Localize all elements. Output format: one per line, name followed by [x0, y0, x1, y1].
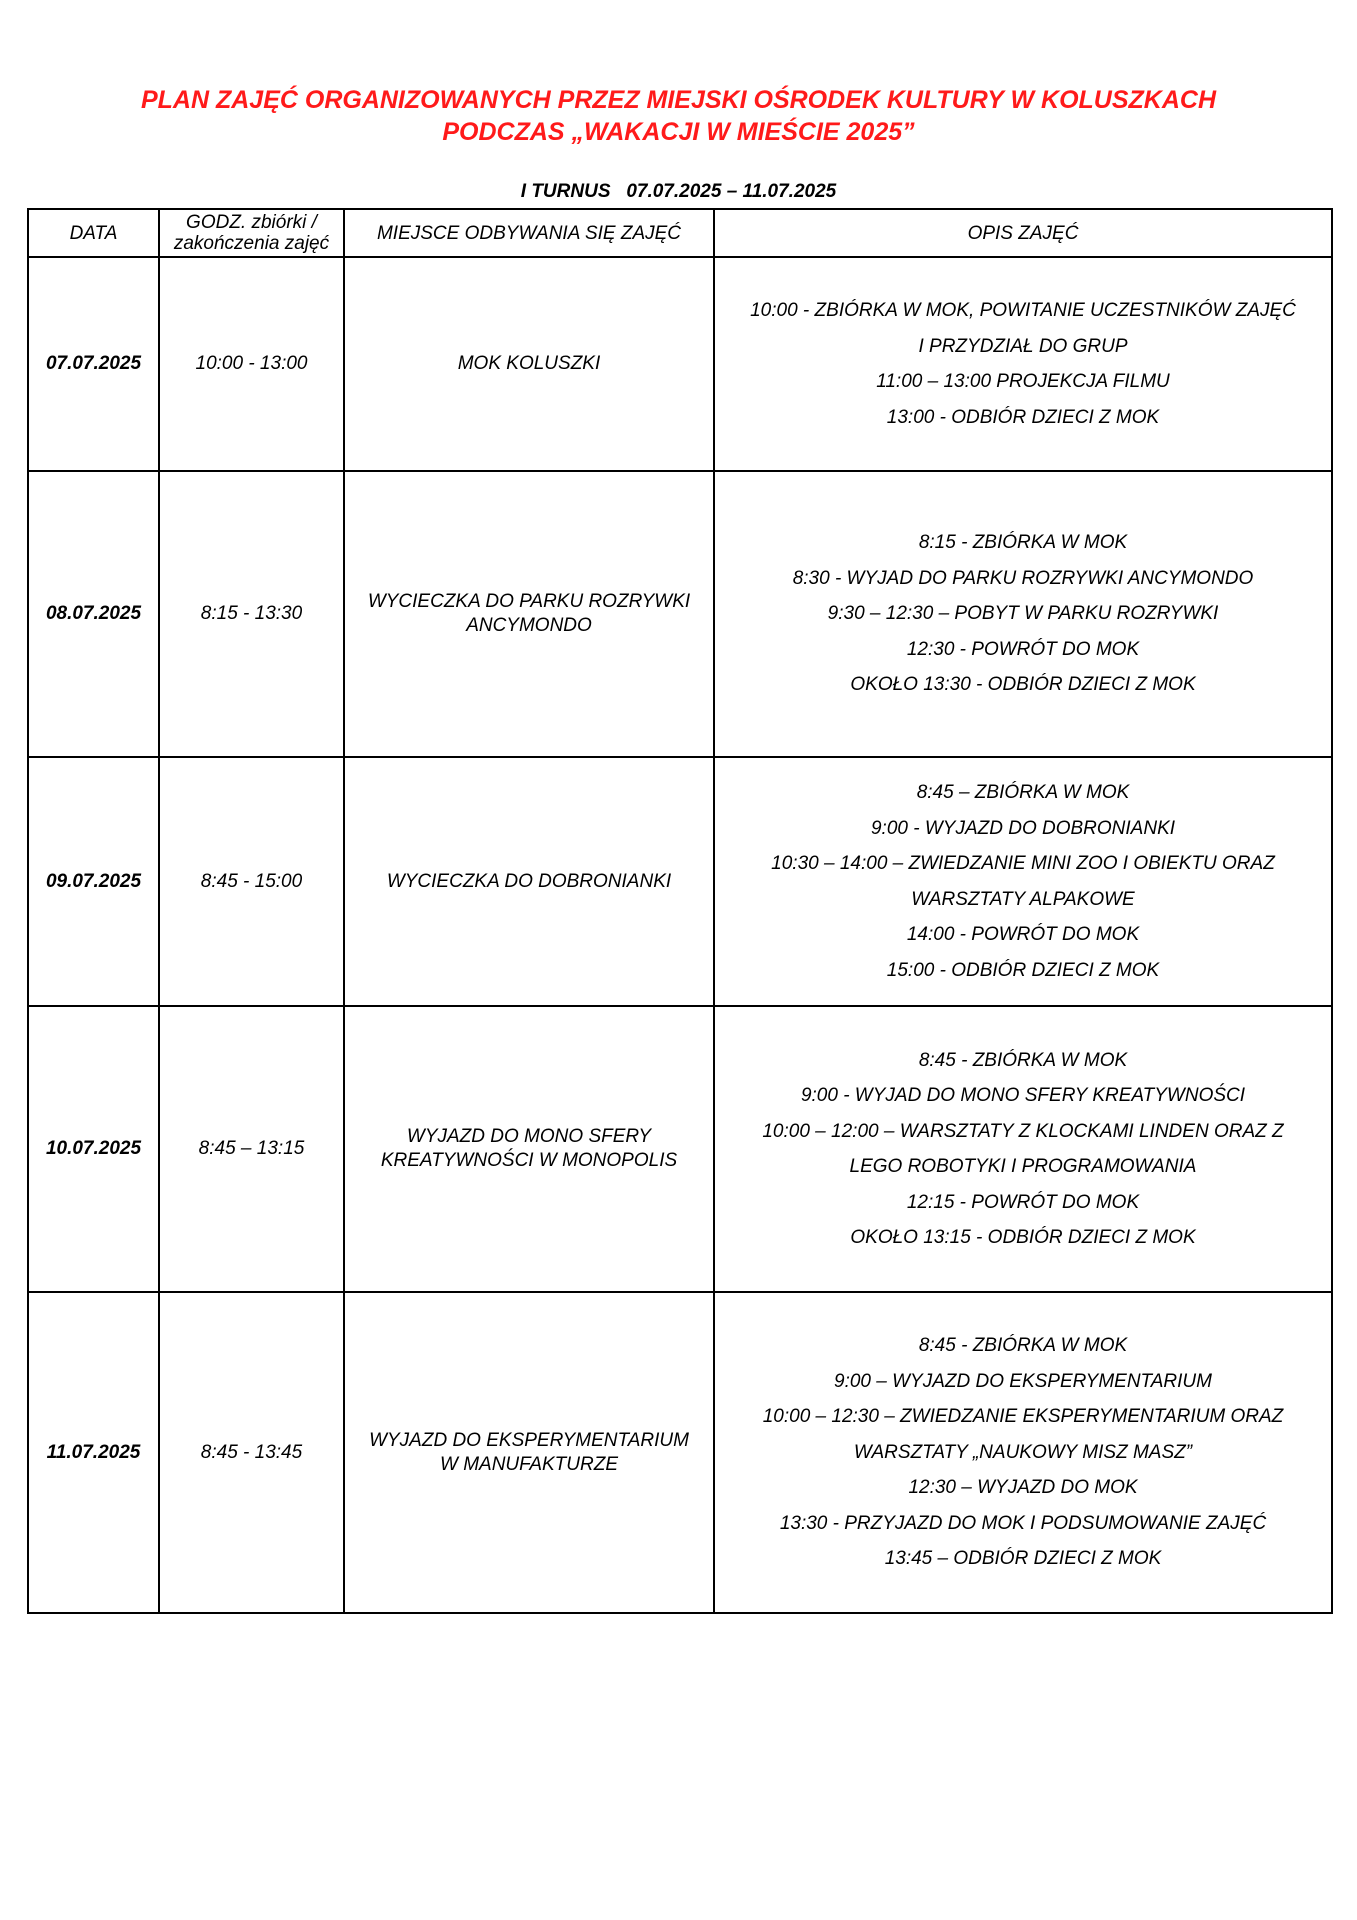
table-row — [28, 471, 1332, 757]
place-line: WYJAZD DO EKSPERYMENTARIUM — [369, 1429, 689, 1451]
place-line: W MANUFAKTURZE — [439, 1453, 619, 1475]
description-line: 13:30 - PRZYJAZD DO MOK I PODSUMOWANIE ZAJĘĆ — [779, 1512, 1267, 1534]
table-row — [28, 257, 1332, 471]
place-cell — [344, 1006, 714, 1292]
place-line: WYCIECZKA DO DOBRONIANKI — [386, 870, 672, 892]
date-cell: 07.07.2025 — [28, 257, 159, 471]
time-cell: 8:45 – 13:15 — [159, 1006, 344, 1292]
place-line: WYJAZD DO MONO SFERY — [406, 1126, 652, 1147]
time-cell: 10:00 - 13:00 — [159, 257, 344, 471]
description-cell — [714, 1006, 1332, 1292]
place-cell — [344, 757, 714, 1006]
description-cell — [714, 1292, 1332, 1613]
turnus-heading: I TURNUS 07.07.2025 – 11.07.2025 — [520, 181, 837, 202]
description-cell — [714, 757, 1332, 1006]
description-cell — [714, 257, 1332, 471]
description-line: 10:30 – 14:00 – ZWIEDZANIE MINI ZOO I OBIEKTU ORAZ — [771, 853, 1275, 874]
description-line: I PRZYDZIAŁ DO GRUP — [918, 335, 1128, 357]
description-line: 12:30 – WYJAZD DO MOK — [908, 1477, 1138, 1499]
header-time-line-2: zakończenia zajęć — [173, 233, 330, 254]
description-line: 9:00 - WYJAZD DO DOBRONIANKI — [870, 817, 1176, 839]
header-desc: OPIS ZAJĘĆ — [714, 209, 1332, 257]
table-row — [28, 757, 1332, 1006]
description-line: 9:30 – 12:30 – POBYT W PARKU ROZRYWKI — [827, 603, 1219, 625]
header-row — [28, 209, 1332, 257]
description-line: 9:00 – WYJAZD DO EKSPERYMENTARIUM — [834, 1370, 1212, 1392]
description-line: 8:45 - ZBIÓRKA W MOK — [918, 1049, 1128, 1071]
description-cell — [714, 471, 1332, 757]
place-line: WYCIECZKA DO PARKU ROZRYWKI — [367, 591, 691, 612]
date-cell: 08.07.2025 — [28, 471, 159, 757]
header-place: MIEJSCE ODBYWANIA SIĘ ZAJĘĆ — [344, 209, 714, 257]
description-line: 10:00 - ZBIÓRKA W MOK, POWITANIE UCZESTNIKÓW ZAJĘĆ — [750, 300, 1296, 321]
place-line: MOK KOLUSZKI — [457, 353, 601, 374]
description-line: 11:00 – 13:00 PROJEKCJA FILMU — [876, 371, 1170, 392]
place-line: ANCYMONDO — [466, 615, 592, 636]
description-line: WARSZTATY „NAUKOWY MISZ MASZ” — [853, 1441, 1193, 1463]
header-time-line-1: GODZ. zbiórki / — [186, 212, 317, 233]
description-line: WARSZTATY ALPAKOWE — [911, 888, 1135, 910]
table-row — [28, 1292, 1332, 1613]
description-line: 12:30 - POWRÓT DO MOK — [906, 638, 1140, 660]
time-cell: 8:45 - 13:45 — [159, 1292, 344, 1613]
date-cell: 09.07.2025 — [28, 757, 159, 1006]
schedule-body — [28, 257, 1332, 1613]
date-cell: 10.07.2025 — [28, 1006, 159, 1292]
place-cell — [344, 471, 714, 757]
description-line: 8:45 – ZBIÓRKA W MOK — [916, 782, 1130, 803]
title-line-1: PLAN ZAJĘĆ ORGANIZOWANYCH PRZEZ MIEJSKI OŚRODEK KULTURY W KOLUSZKACH — [140, 86, 1217, 114]
page-title — [0, 84, 1357, 148]
time-cell: 8:45 - 15:00 — [159, 757, 344, 1006]
description-line: 12:15 - POWRÓT DO MOK — [906, 1191, 1140, 1213]
table-row — [28, 1006, 1332, 1292]
description-line: OKOŁO 13:30 - ODBIÓR DZIECI Z MOK — [850, 674, 1196, 696]
description-line: LEGO ROBOTYKI I PROGRAMOWANIA — [849, 1156, 1197, 1177]
header-date: DATA — [28, 209, 159, 257]
date-cell: 11.07.2025 — [28, 1292, 159, 1613]
place-line: KREATYWNOŚCI W MONOPOLIS — [380, 1150, 678, 1171]
description-line: 9:00 - WYJAD DO MONO SFERY KREATYWNOŚCI — [800, 1085, 1246, 1106]
description-line: 10:00 – 12:30 – ZWIEDZANIE EKSPERYMENTARIUM ORAZ — [762, 1406, 1284, 1428]
place-cell — [344, 257, 714, 471]
description-line: 8:15 - ZBIÓRKA W MOK — [918, 532, 1128, 554]
schedule-table — [27, 208, 1333, 1614]
description-line: 10:00 – 12:00 – WARSZTATY Z KLOCKAMI LINDEN ORAZ Z — [762, 1120, 1284, 1142]
title-line-2: PODCZAS „WAKACJI W MIEŚCIE 2025” — [442, 118, 915, 146]
header-time — [159, 209, 344, 257]
description-line: 8:30 - WYJAD DO PARKU ROZRYWKI ANCYMONDO — [792, 567, 1254, 589]
description-line: 8:45 - ZBIÓRKA W MOK — [918, 1335, 1128, 1357]
description-line: 13:45 – ODBIÓR DZIECI Z MOK — [884, 1548, 1162, 1570]
time-cell: 8:15 - 13:30 — [159, 471, 344, 757]
description-line: 14:00 - POWRÓT DO MOK — [906, 924, 1140, 945]
description-line: 13:00 - ODBIÓR DZIECI Z MOK — [886, 406, 1160, 428]
place-cell — [344, 1292, 714, 1613]
description-line: OKOŁO 13:15 - ODBIÓR DZIECI Z MOK — [850, 1227, 1196, 1248]
description-line: 15:00 - ODBIÓR DZIECI Z MOK — [886, 959, 1160, 981]
